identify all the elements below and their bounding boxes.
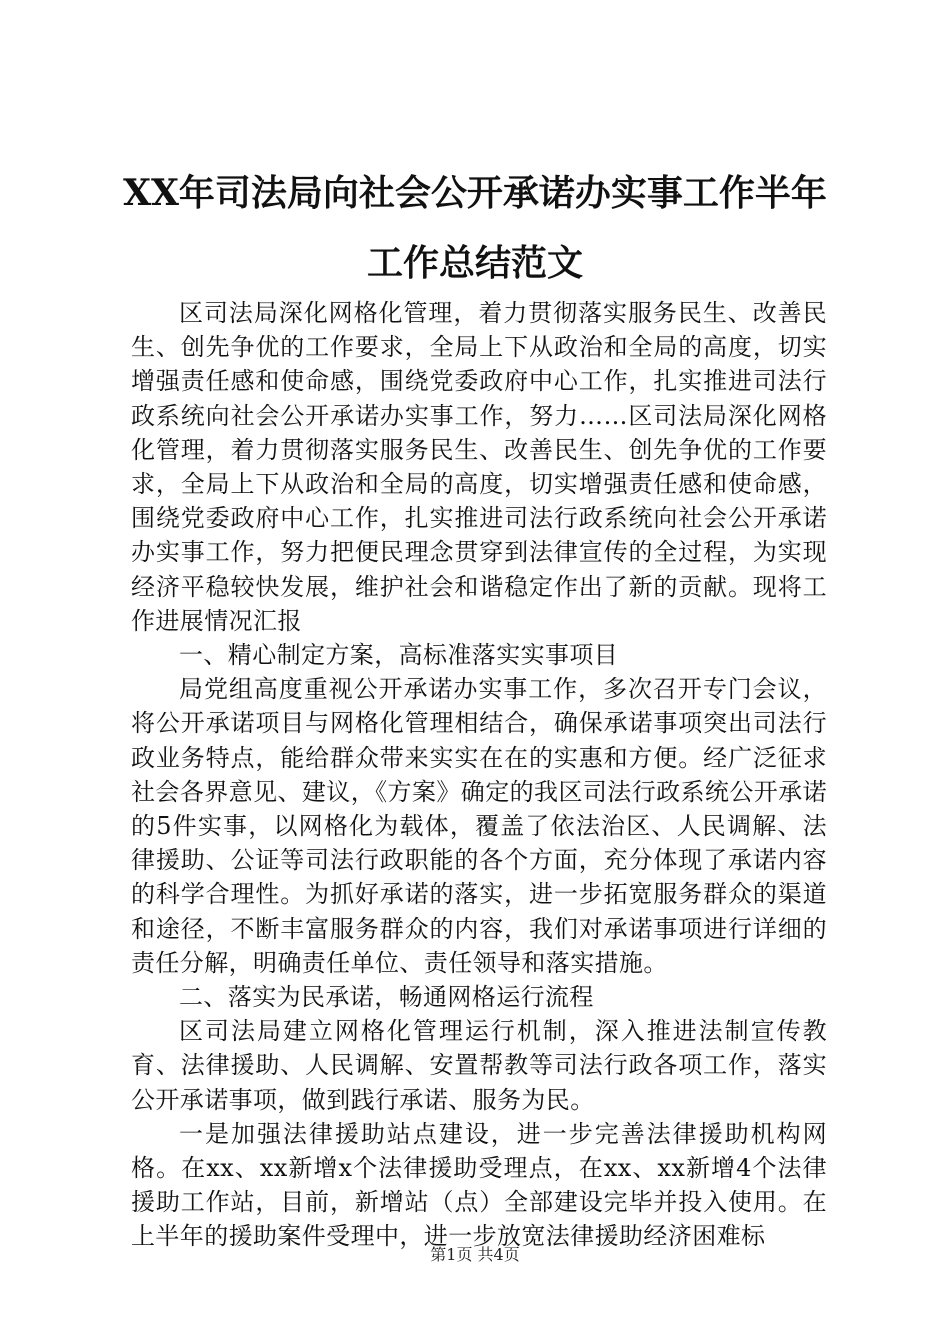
paragraph-intro: 区司法局深化网格化管理，着力贯彻落实服务民生、改善民生、创先争优的工作要求，全局上下从政治和全局的高度，切实增强责任感和使命感，围绕党委政府中心工作，扎实推进司法行政系统向社会公开承诺办实事工作，努力……区司法局深化网格化管理，着力贯彻落实服务民生、改善民生、创先争优的工作要求，全局上下从政治和全局的高度，切实增强责任感和使命感，围绕党委政府中心工作，扎实推进司法行政系统向社会公开承诺办实事工作，努力把便民理念贯穿到法律宣传的全过程，为实现经济平稳较快发展，维护社会和谐稳定作出了新的贡献。现将工作进展情况汇报 — [131, 299, 827, 635]
document-body — [131, 296, 827, 1254]
paragraph-section-2-item-1: 一是加强法律援助站点建设，进一步完善法律援助机构网格。在xx、xx新增x个法律援助受理点，在xx、xx新增4个法律援助工作站，目前，新增站（点）全部建设完毕并投入使用。在上半年的援助案件受理中，进一步放宽法律援助经济困难标 — [131, 1119, 827, 1251]
page-footer: 第1页 共4页 — [430, 1245, 520, 1264]
section-heading-1: 一、精心制定方案，高标准落实实事项目 — [179, 641, 619, 670]
paragraph-section-1: 局党组高度重视公开承诺办实事工作，多次召开专门会议，将公开承诺项目与网格化管理相结合，确保承诺事项突出司法行政业务特点，能给群众带来实实在在的实惠和方便。经广泛征求社会各界意见、建议，《方案》确定的我区司法行政系统公开承诺的5件实事，以网格化为载体，覆盖了依法治区、人民调解、法律援助、公证等司法行政职能的各个方面，充分体现了承诺内容的科学合理性。为抓好承诺的落实，进一步拓宽服务群众的渠道和途径，不断丰富服务群众的内容，我们对承诺事项进行详细的责任分解，明确责任单位、责任领导和落实措施。 — [131, 675, 827, 977]
document-title-line-2: 工作总结范文 — [366, 242, 583, 284]
document-title-line-1: XX年司法局向社会公开承诺办实事工作半年 — [123, 172, 827, 214]
paragraph-section-2: 区司法局建立网格化管理运行机制，深入推进法制宣传教育、法律援助、人民调解、安置帮教等司法行政各项工作，落实公开承诺事项，做到践行承诺、服务为民。 — [131, 1017, 827, 1114]
section-heading-2: 二、落实为民承诺，畅通网格运行流程 — [179, 983, 594, 1012]
